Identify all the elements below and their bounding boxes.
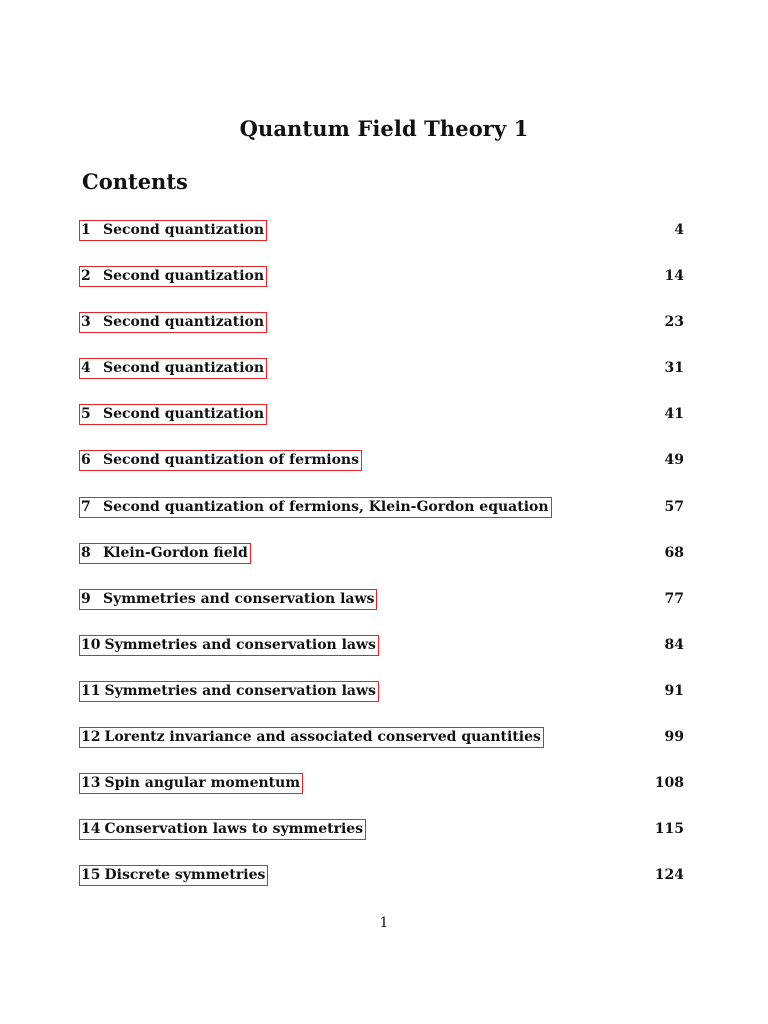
toc-link-section-5[interactable] xyxy=(79,404,267,425)
toc-page-number: 115 xyxy=(654,821,684,838)
toc-page-number: 99 xyxy=(664,729,684,746)
toc-link-section-15[interactable] xyxy=(79,865,268,886)
toc-section-number: 1 xyxy=(81,222,91,238)
toc-entry xyxy=(79,356,684,402)
toc-section-number: 9 xyxy=(81,590,91,607)
toc-entry xyxy=(79,218,684,264)
toc-section-title: Klein-Gordon field xyxy=(103,544,248,561)
toc-section-number: 5 xyxy=(81,406,91,423)
toc-link-section-7[interactable] xyxy=(79,497,552,518)
toc-link-section-3[interactable] xyxy=(79,312,267,333)
toc-page-number: 84 xyxy=(664,636,684,653)
toc-link-section-8[interactable] xyxy=(79,543,251,564)
toc-section-number: 4 xyxy=(81,360,91,377)
toc-section-number: 15 xyxy=(81,867,101,884)
toc-section-title: Lorentz invariance and associated conserved quantities xyxy=(104,729,541,746)
toc-link-section-11[interactable] xyxy=(79,681,379,702)
toc-link-section-9[interactable] xyxy=(79,589,377,610)
toc-entry xyxy=(79,863,684,909)
toc-link-section-2[interactable] xyxy=(79,266,267,287)
toc-section-number: 3 xyxy=(81,314,91,331)
toc-section-title: Second quantization xyxy=(103,314,265,331)
toc-section-number: 6 xyxy=(81,452,91,469)
toc-link-section-13[interactable] xyxy=(79,773,303,794)
table-of-contents xyxy=(79,218,684,909)
toc-entry xyxy=(79,310,684,356)
toc-section-title: Second quantization of fermions xyxy=(103,452,359,469)
toc-section-title: Spin angular momentum xyxy=(104,775,301,792)
toc-page-number: 91 xyxy=(664,682,684,699)
toc-entry xyxy=(79,633,684,679)
toc-section-title: Second quantization xyxy=(103,360,265,377)
toc-section-number: 7 xyxy=(81,498,91,515)
contents-heading: Contents xyxy=(82,169,188,194)
toc-page-number: 31 xyxy=(664,360,684,377)
toc-page-number: 41 xyxy=(664,406,684,423)
toc-section-title: Conservation laws to symmetries xyxy=(104,821,364,838)
toc-link-section-6[interactable] xyxy=(79,450,362,471)
toc-link-section-1[interactable] xyxy=(79,220,267,241)
toc-entry xyxy=(79,448,684,494)
toc-page-number: 124 xyxy=(654,867,684,884)
toc-entry xyxy=(79,541,684,587)
toc-entry xyxy=(79,725,684,771)
toc-entry xyxy=(79,402,684,448)
toc-entry xyxy=(79,817,684,863)
toc-section-number: 13 xyxy=(81,775,101,792)
toc-page-number: 77 xyxy=(664,590,684,607)
toc-page-number: 23 xyxy=(664,314,684,331)
toc-section-number: 11 xyxy=(81,682,101,699)
toc-page-number: 4 xyxy=(674,222,684,238)
toc-section-number: 2 xyxy=(81,268,91,285)
toc-entry xyxy=(79,771,684,817)
toc-section-title: Discrete symmetries xyxy=(104,867,266,884)
toc-page-number: 49 xyxy=(664,452,684,469)
toc-entry xyxy=(79,264,684,310)
toc-link-section-4[interactable] xyxy=(79,358,267,379)
toc-section-number: 8 xyxy=(81,544,91,561)
page-number: 1 xyxy=(379,915,389,931)
toc-section-title: Second quantization of fermions, Klein-Gordon equation xyxy=(103,498,549,515)
toc-entry xyxy=(79,495,684,541)
toc-section-title: Second quantization xyxy=(103,222,265,238)
toc-section-number: 14 xyxy=(81,821,101,838)
toc-section-title: Second quantization xyxy=(103,406,265,423)
toc-link-section-12[interactable] xyxy=(79,727,544,748)
toc-section-title: Second quantization xyxy=(103,268,265,285)
toc-section-title: Symmetries and conservation laws xyxy=(104,636,376,653)
toc-link-section-14[interactable] xyxy=(79,819,366,840)
toc-page-number: 68 xyxy=(664,544,684,561)
toc-entry xyxy=(79,679,684,725)
toc-section-title: Symmetries and conservation laws xyxy=(104,682,376,699)
toc-page-number: 14 xyxy=(664,268,684,285)
toc-section-title: Symmetries and conservation laws xyxy=(103,590,375,607)
toc-section-number: 10 xyxy=(81,636,101,653)
toc-page-number: 57 xyxy=(664,498,684,515)
toc-entry xyxy=(79,587,684,633)
toc-page-number: 108 xyxy=(654,775,684,792)
toc-section-number: 12 xyxy=(81,729,101,746)
toc-link-section-10[interactable] xyxy=(79,635,379,656)
document-title: Quantum Field Theory 1 xyxy=(239,116,529,141)
